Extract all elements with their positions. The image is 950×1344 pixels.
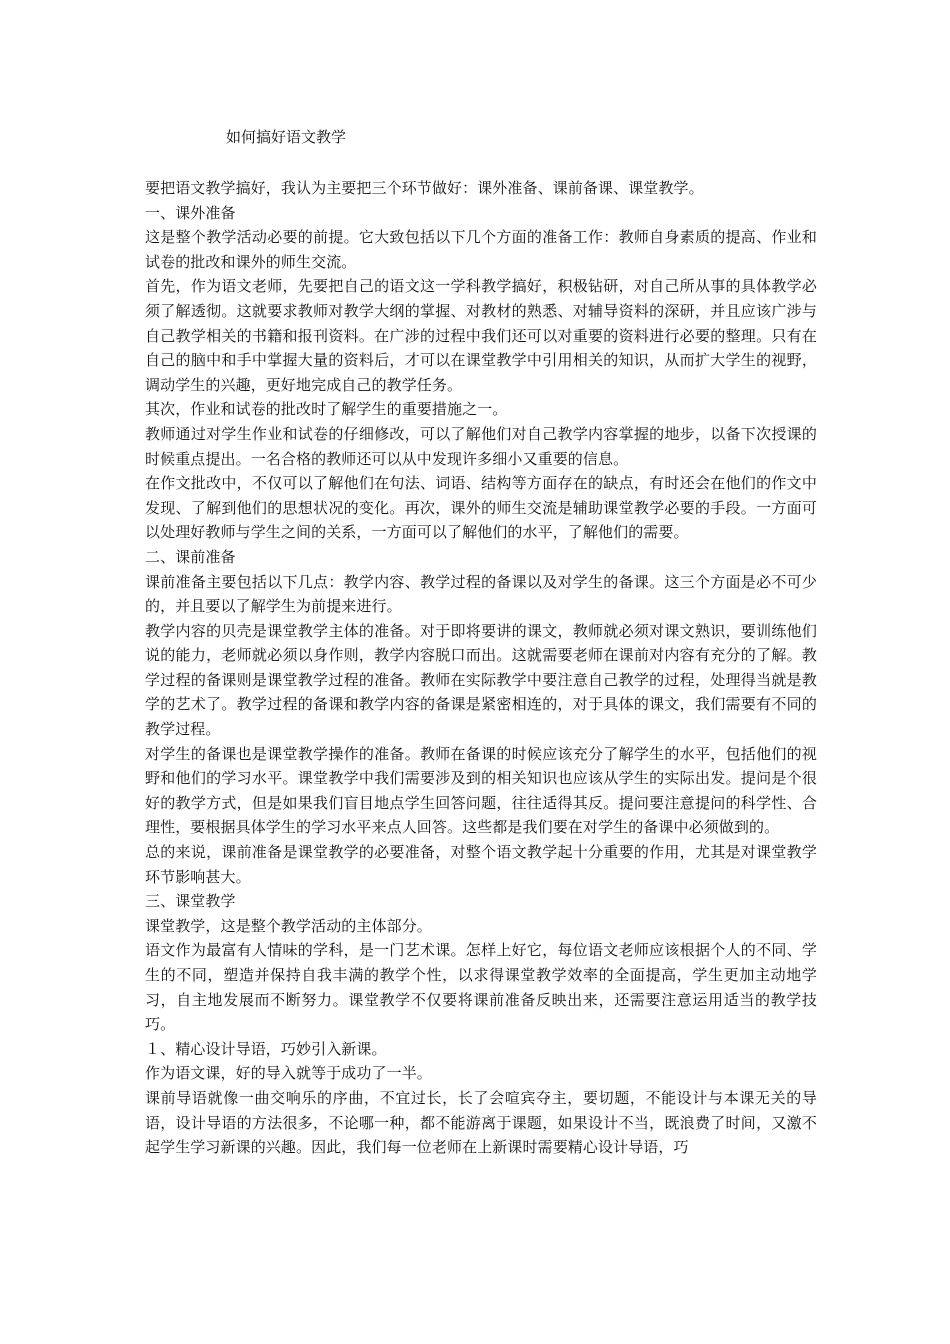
document-body [145, 176, 817, 1160]
body-paragraph: 课堂教学，这是整个教学活动的主体部分。 [145, 916, 432, 935]
body-paragraph: 在作文批改中，不仅可以了解他们在句法、词语、结构等方面存在的缺点，有时还会在他们的作文中发现、了解到他们的思想状况的变化。再次，课外的师生交流是辅助课堂教学必要的手段。一方面可以处理好教师与学生之间的关系，一方面可以了解他们的水平，了解他们的需要。 [145, 474, 817, 542]
body-paragraph: 教师通过对学生作业和试卷的仔细修改，可以了解他们对自己教学内容掌握的地步，以备下次授课的时候重点提出。一名合格的教师还可以从中发现许多细小又重要的信息。 [145, 424, 817, 468]
section-heading-1: 一、课外准备 [145, 203, 236, 222]
intro-paragraph: 要把语文教学搞好，我认为主要把三个环节做好：课外准备、课前备课、课堂教学。 [145, 179, 704, 197]
body-paragraph: 这是整个教学活动必要的前提。它大致包括以下几个方面的准备工作：教师自身素质的提高、作业和试卷的批改和课外的师生交流。 [145, 228, 817, 271]
body-paragraph: 教学内容的贝壳是课堂教学主体的准备。对于即将要讲的课文，教师就必须对课文熟识，要训练他们说的能力，老师就必须以身作则，教学内容脱口而出。这就需要老师在课前对内容有充分的了解。教学过程的备课则是课堂教学过程的准备。教师在实际教学中要注意自己教学的过程，处理得当就是教学的艺术了。教学过程的备课和教学内容的备课是紧密相连的，对于具体的课文，我们需要有不同的教学过程。 [145, 621, 817, 739]
body-paragraph: 首先，作为语文老师，先要把自己的语文这一学科教学搞好，积极钻研，对自己所从事的具体教学必须了解透彻。这就要求教师对教学大纲的掌握、对教材的熟悉、对辅导资料的深研，并且应该广涉与自己教学相关的书籍和报刊资料。在广涉的过程中我们还可以对重要的资料进行必要的整理。只有在自己的脑中和手中掌握大量的资料后，才可以在课堂教学中引用相关的知识，从而扩大学生的视野，调动学生的兴趣，更好地完成自己的教学任务。 [145, 277, 817, 394]
body-paragraph: 对学生的备课也是课堂教学操作的准备。教师在备课的时候应该充分了解学生的水平，包括他们的视野和他们的学习水平。课堂教学中我们需要涉及到的相关知识也应该从学生的实际出发。提问是个很好的教学方式，但是如果我们盲目地点学生回答问题，往往适得其反。提问要注意提问的科学性、合理性，要根据具体学生的学习水平来点人回答。这些都是我们要在对学生的备课中必须做到的。 [145, 744, 817, 837]
section-heading-3: 三、课堂教学 [145, 892, 236, 911]
body-paragraph: 作为语文课，好的导入就等于成功了一半。 [145, 1064, 432, 1083]
section-heading-2: 二、课前准备 [145, 547, 236, 566]
body-paragraph: 其次，作业和试卷的批改时了解学生的重要措施之一。 [145, 400, 508, 419]
body-paragraph: 总的来说，课前准备是课堂教学的必要准备，对整个语文教学起十分重要的作用，尤其是对课堂教学环节影响甚大。 [145, 843, 817, 886]
document-title: 如何搞好语文教学 [226, 128, 347, 146]
subsection-heading: １、精心设计导语，巧妙引入新课。 [145, 1039, 387, 1058]
body-paragraph: 课前导语就像一曲交响乐的序曲，不宜过长，长了会喧宾夺主，要切题，不能设计与本课无关的导语，设计导语的方法很多，不论哪一种，都不能游离于课题，如果设计不当，既浪费了时间，又激不起学生学习新课的兴趣。因此，我们每一位老师在上新课时需要精心设计导语，巧 [145, 1088, 817, 1157]
body-paragraph: 语文作为最富有人情味的学科，是一门艺术课。怎样上好它，每位语文老师应该根据个人的不同、学生的不同，塑造并保持自我丰满的教学个性，以求得课堂教学效率的全面提高，学生更加主动地学习，自主地发展而不断努力。课堂教学不仅要将课前准备反映出来，还需要注意运用适当的教学技巧。 [145, 941, 817, 1034]
body-paragraph: 课前准备主要包括以下几点：教学内容、教学过程的备课以及对学生的备课。这三个方面是必不可少的，并且要以了解学生为前提来进行。 [145, 572, 817, 616]
